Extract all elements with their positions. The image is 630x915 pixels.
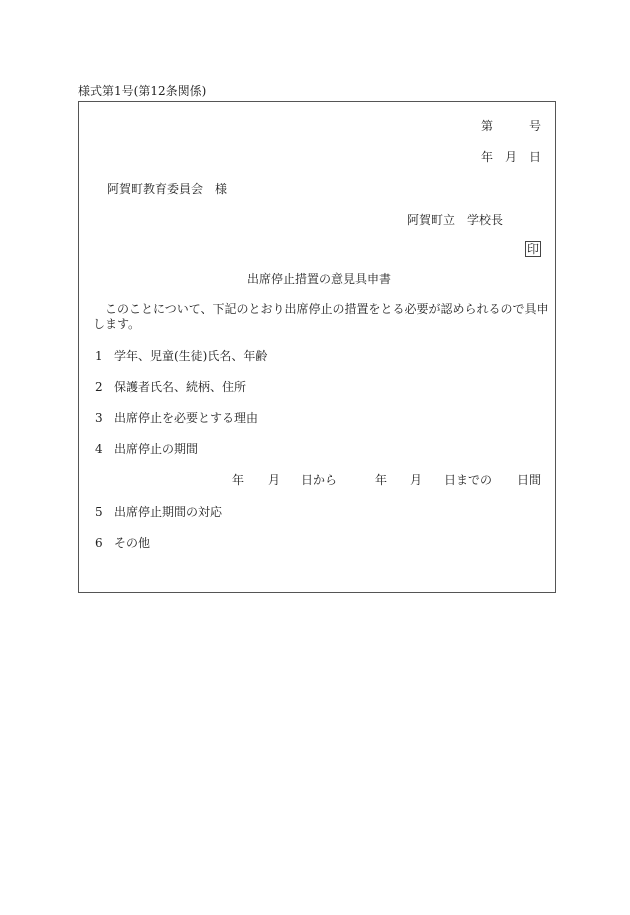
- period-to-month: 月: [410, 473, 423, 487]
- period-from-month: 月: [268, 473, 281, 487]
- item-label: 出席停止期間の対応: [114, 505, 223, 519]
- item-number: 2: [95, 380, 103, 394]
- school-principal: 阿賀町立 学校長: [407, 213, 504, 227]
- number-suffix: 号: [529, 119, 542, 133]
- number-prefix: 第: [481, 119, 494, 133]
- item-number: 1: [95, 349, 103, 363]
- item-label: その他: [114, 536, 151, 550]
- period-from-day: 日から: [301, 473, 338, 487]
- addressee: 阿賀町教育委員会 様: [107, 182, 228, 196]
- date-day: 日: [529, 150, 542, 164]
- period-to-year: 年: [375, 473, 388, 487]
- item-number: 6: [95, 536, 103, 550]
- item-label: 出席停止を必要とする理由: [114, 411, 259, 425]
- item-number: 3: [95, 411, 103, 425]
- date-month: 月: [505, 150, 518, 164]
- body-paragraph: このことについて、下記のとおり出席停止の措置をとる必要が認められるので具申します。: [93, 302, 549, 331]
- item-label: 学年、児童(生徒)氏名、年齢: [114, 349, 268, 363]
- period-from-year: 年: [232, 473, 245, 487]
- document-frame: [78, 101, 556, 593]
- item-label: 出席停止の期間: [114, 442, 199, 456]
- form-label: 様式第1号(第12条関係): [78, 84, 207, 98]
- document-title: 出席停止措置の意見具申書: [247, 272, 392, 286]
- item-number: 5: [95, 505, 103, 519]
- item-label: 保護者氏名、続柄、住所: [114, 380, 247, 394]
- seal-stamp: [525, 241, 541, 258]
- period-days: 日間: [517, 473, 542, 487]
- seal-mark: 印: [527, 242, 540, 256]
- date-year: 年: [481, 150, 494, 164]
- period-to-day: 日までの: [444, 473, 493, 487]
- item-number: 4: [95, 442, 103, 456]
